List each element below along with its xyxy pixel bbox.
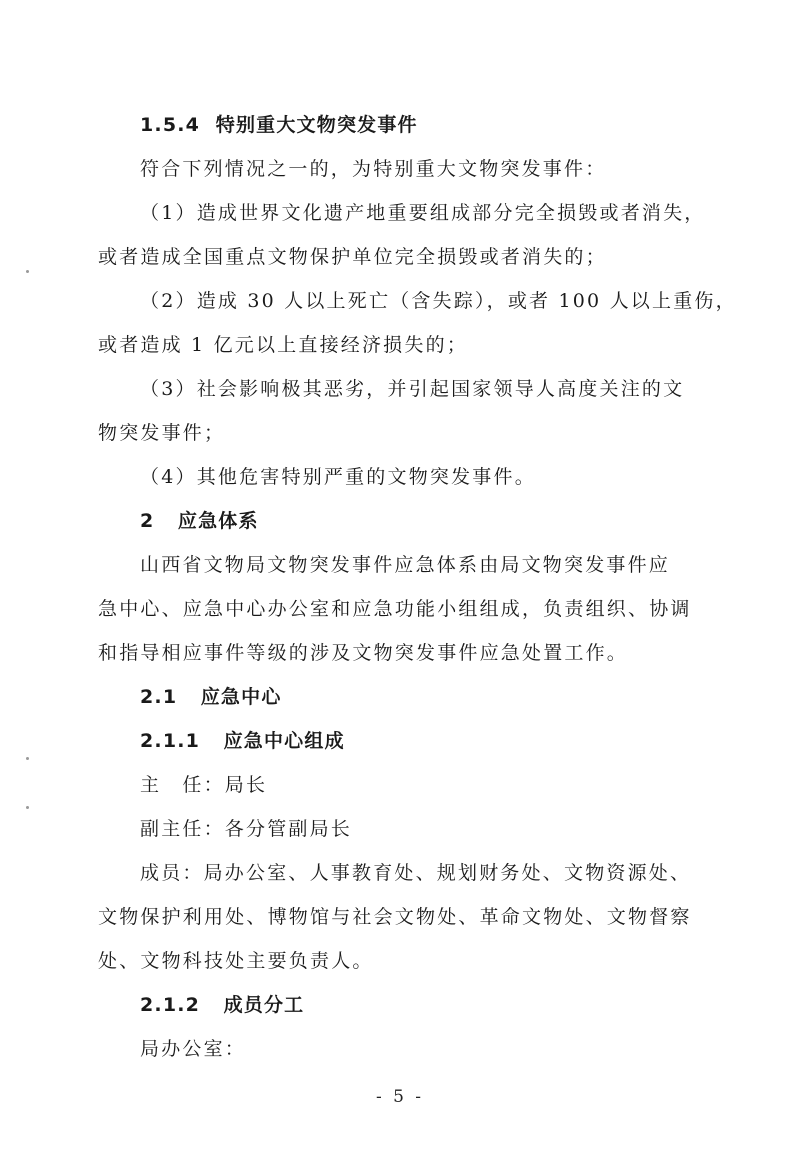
- section-title: 应急中心组成: [223, 730, 345, 752]
- item-4-line-1: （4）其他危害特别严重的文物突发事件。: [140, 466, 536, 488]
- item-1-line-2: 或者造成全国重点文物保护单位完全损毁或者消失的；: [98, 246, 607, 268]
- members-line-2: 文物保护利用处、博物馆与社会文物处、革命文物处、文物督察: [98, 906, 692, 928]
- item-2-line-1: （2）造成 30 人以上死亡（含失踪），或者 100 人以上重伤，: [140, 290, 737, 312]
- office-line: 局办公室：: [140, 1038, 247, 1060]
- page-number: - 5 -: [375, 1087, 425, 1107]
- section-1-5-4-heading: [140, 113, 418, 137]
- section-title: 成员分工: [223, 994, 305, 1016]
- section-1-5-4-intro: 符合下列情况之一的，为特别重大文物突发事件：: [140, 158, 607, 180]
- scan-mark: [26, 806, 29, 809]
- section-2-paragraph-line-2: 急中心、应急中心办公室和应急功能小组组成，负责组织、协调: [98, 598, 692, 620]
- item-2-line-2: 或者造成 1 亿元以上直接经济损失的；: [98, 334, 468, 356]
- section-2-1-heading: [140, 685, 282, 709]
- members-line-3: 处、文物科技处主要负责人。: [98, 950, 374, 972]
- section-title: 应急中心: [200, 686, 282, 708]
- section-number: 2.1: [140, 686, 178, 708]
- section-2-paragraph-line-1: 山西省文物局文物突发事件应急体系由局文物突发事件应: [140, 554, 671, 576]
- section-2-heading: [140, 509, 259, 533]
- deputy-director-line: 副主任：各分管副局长: [140, 818, 353, 840]
- members-line-1: 成员：局办公室、人事教育处、规划财务处、文物资源处、: [140, 862, 692, 884]
- item-3-line-2: 物突发事件；: [98, 422, 226, 444]
- item-1-line-1: （1）造成世界文化遗产地重要组成部分完全损毁或者消失，: [140, 202, 706, 224]
- section-2-1-2-heading: [140, 993, 304, 1017]
- director-line: 主 任：局长: [140, 774, 268, 796]
- section-number: 2: [140, 510, 155, 532]
- scan-mark: [26, 270, 29, 273]
- section-number: 2.1.2: [140, 994, 201, 1016]
- scan-mark: [26, 757, 29, 760]
- section-number: 1.5.4: [140, 114, 201, 136]
- section-number: 2.1.1: [140, 730, 201, 752]
- section-title: 应急体系: [177, 510, 259, 532]
- section-2-1-1-heading: [140, 729, 345, 753]
- section-2-paragraph-line-3: 和指导相应事件等级的涉及文物突发事件应急处置工作。: [98, 642, 629, 664]
- section-title: 特别重大文物突发事件: [215, 114, 418, 136]
- item-3-line-1: （3）社会影响极其恶劣，并引起国家领导人高度关注的文: [140, 378, 685, 400]
